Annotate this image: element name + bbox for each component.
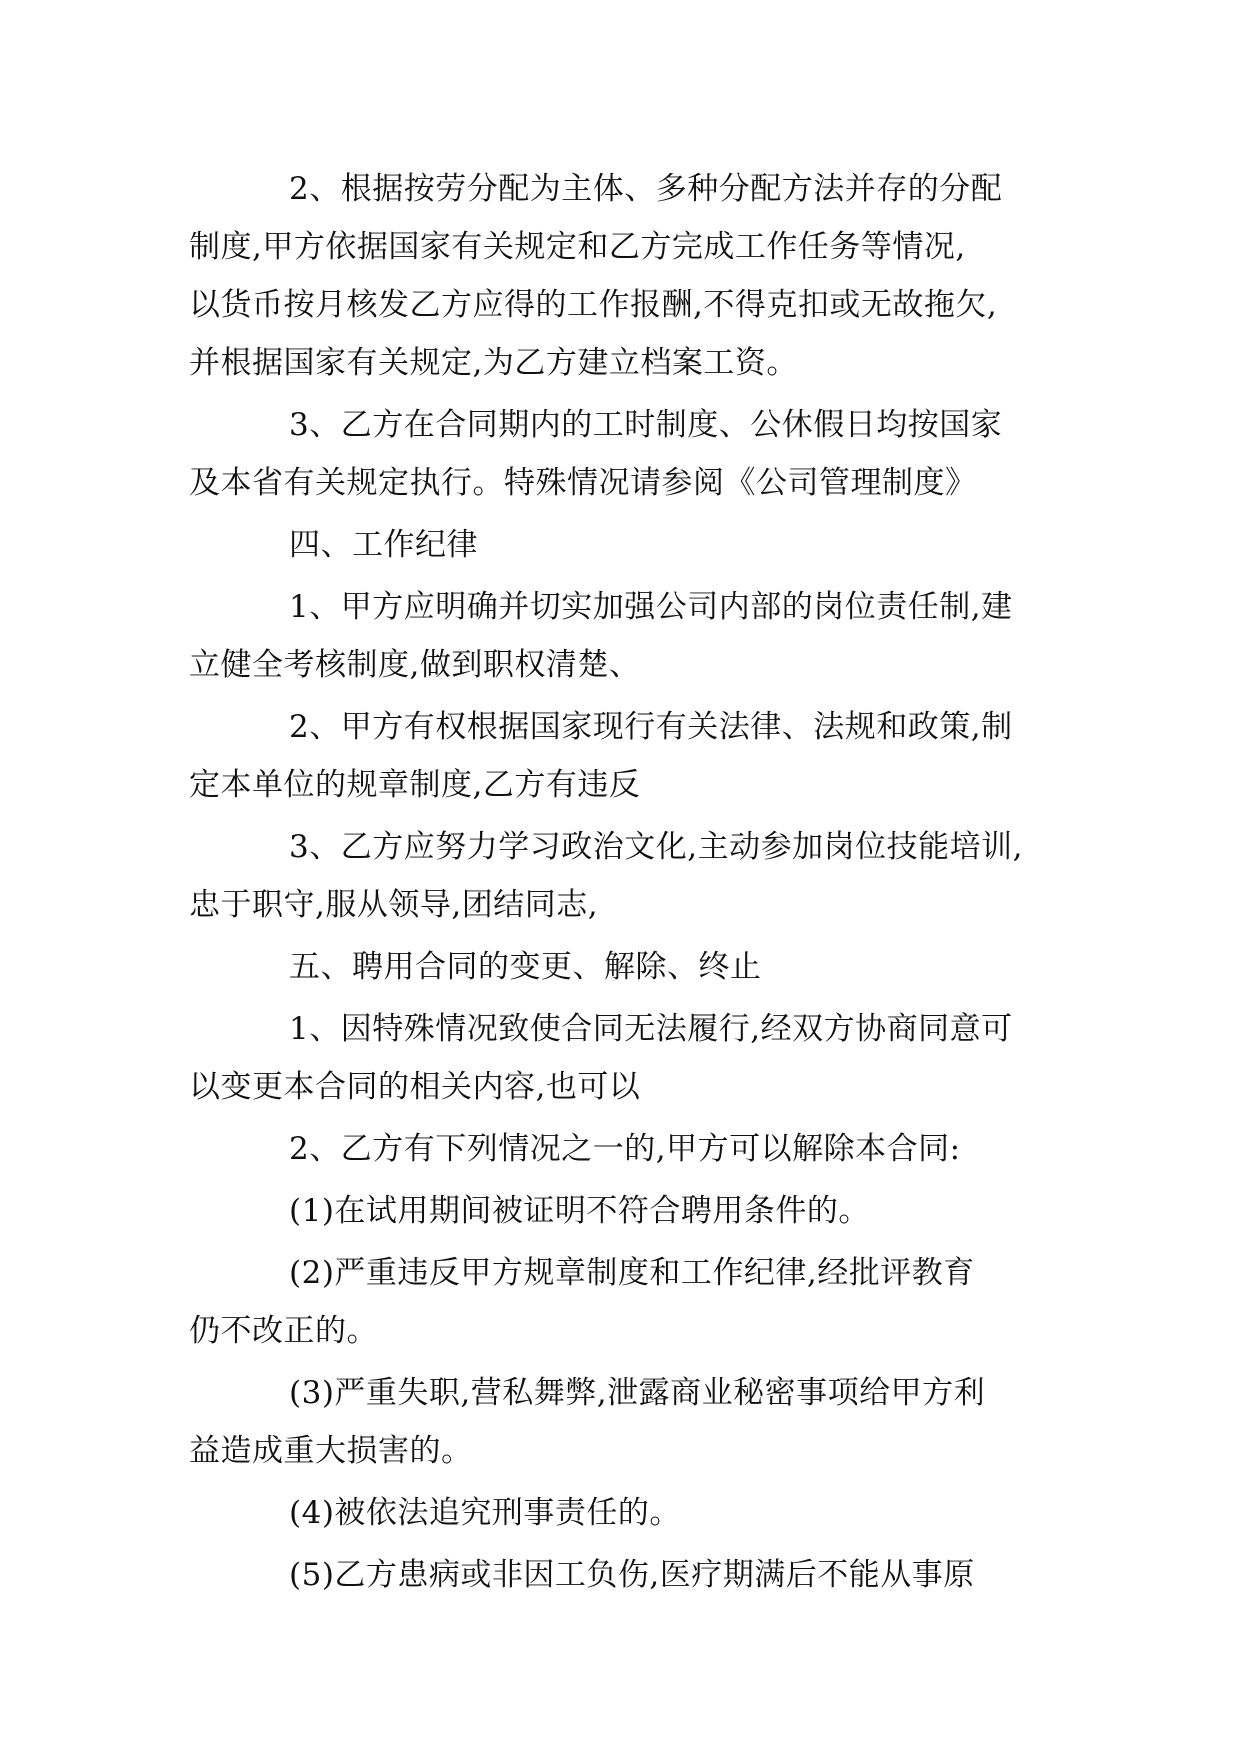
text-line: 1、因特殊情况致使合同无法履行,经双方协商同意可	[289, 1011, 1013, 1047]
section-heading: 四、工作纪律	[289, 527, 478, 563]
text-line: 及本省有关规定执行。特殊情况请参阅《公司管理制度》	[189, 465, 977, 501]
list-item-3	[189, 1364, 1069, 1480]
paragraph-change-1	[189, 1000, 1069, 1116]
section-heading-discipline	[189, 516, 1069, 574]
text-line: 立健全考核制度,做到职权清楚、	[189, 647, 641, 683]
section-heading: 五、聘用合同的变更、解除、终止	[289, 949, 762, 985]
list-item-4	[189, 1484, 1069, 1542]
text-line: 2、根据按劳分配为主体、多种分配方法并存的分配	[289, 171, 1003, 207]
list-item-5	[189, 1546, 1069, 1604]
section-heading-contract-changes	[189, 938, 1069, 996]
text-line: (5)乙方患病或非因工负伤,医疗期满后不能从事原	[289, 1557, 975, 1593]
text-line: 3、乙方应努力学习政治文化,主动参加岗位技能培训,	[289, 829, 1023, 865]
list-item-2	[189, 1244, 1069, 1360]
text-line: (4)被依法追究刑事责任的。	[289, 1495, 681, 1531]
text-line: 2、乙方有下列情况之一的,甲方可以解除本合同:	[289, 1131, 961, 1167]
text-line: 3、乙方在合同期内的工时制度、公休假日均按国家	[289, 407, 1003, 443]
text-line: 以货币按月核发乙方应得的工作报酬,不得克扣或无故拖欠,	[189, 287, 998, 323]
text-line: 忠于职守,服从领导,团结同志,	[189, 887, 599, 923]
text-line: 制度,甲方依据国家有关规定和乙方完成工作任务等情况,	[189, 229, 966, 265]
paragraph-discipline-1	[189, 578, 1069, 694]
paragraph-distribution	[189, 160, 1069, 392]
document-body	[189, 160, 1069, 1608]
paragraph-discipline-2	[189, 698, 1069, 814]
text-line: 并根据国家有关规定,为乙方建立档案工资。	[189, 345, 798, 381]
text-line: 1、甲方应明确并切实加强公司内部的岗位责任制,建	[289, 589, 1013, 625]
list-item-1	[189, 1182, 1069, 1240]
text-line: 仍不改正的。	[189, 1313, 378, 1349]
text-line: 定本单位的规章制度,乙方有违反	[189, 767, 641, 803]
paragraph-change-2	[189, 1120, 1069, 1178]
text-line: 以变更本合同的相关内容,也可以	[189, 1069, 641, 1105]
paragraph-discipline-3	[189, 818, 1069, 934]
paragraph-working-hours	[189, 396, 1069, 512]
text-line: (1)在试用期间被证明不符合聘用条件的。	[289, 1193, 870, 1229]
text-line: (2)严重违反甲方规章制度和工作纪律,经批评教育	[289, 1255, 975, 1291]
text-line: 2、甲方有权根据国家现行有关法律、法规和政策,制	[289, 709, 1013, 745]
text-line: 益造成重大损害的。	[189, 1433, 473, 1469]
text-line: (3)严重失职,营私舞弊,泄露商业秘密事项给甲方利	[289, 1375, 986, 1411]
